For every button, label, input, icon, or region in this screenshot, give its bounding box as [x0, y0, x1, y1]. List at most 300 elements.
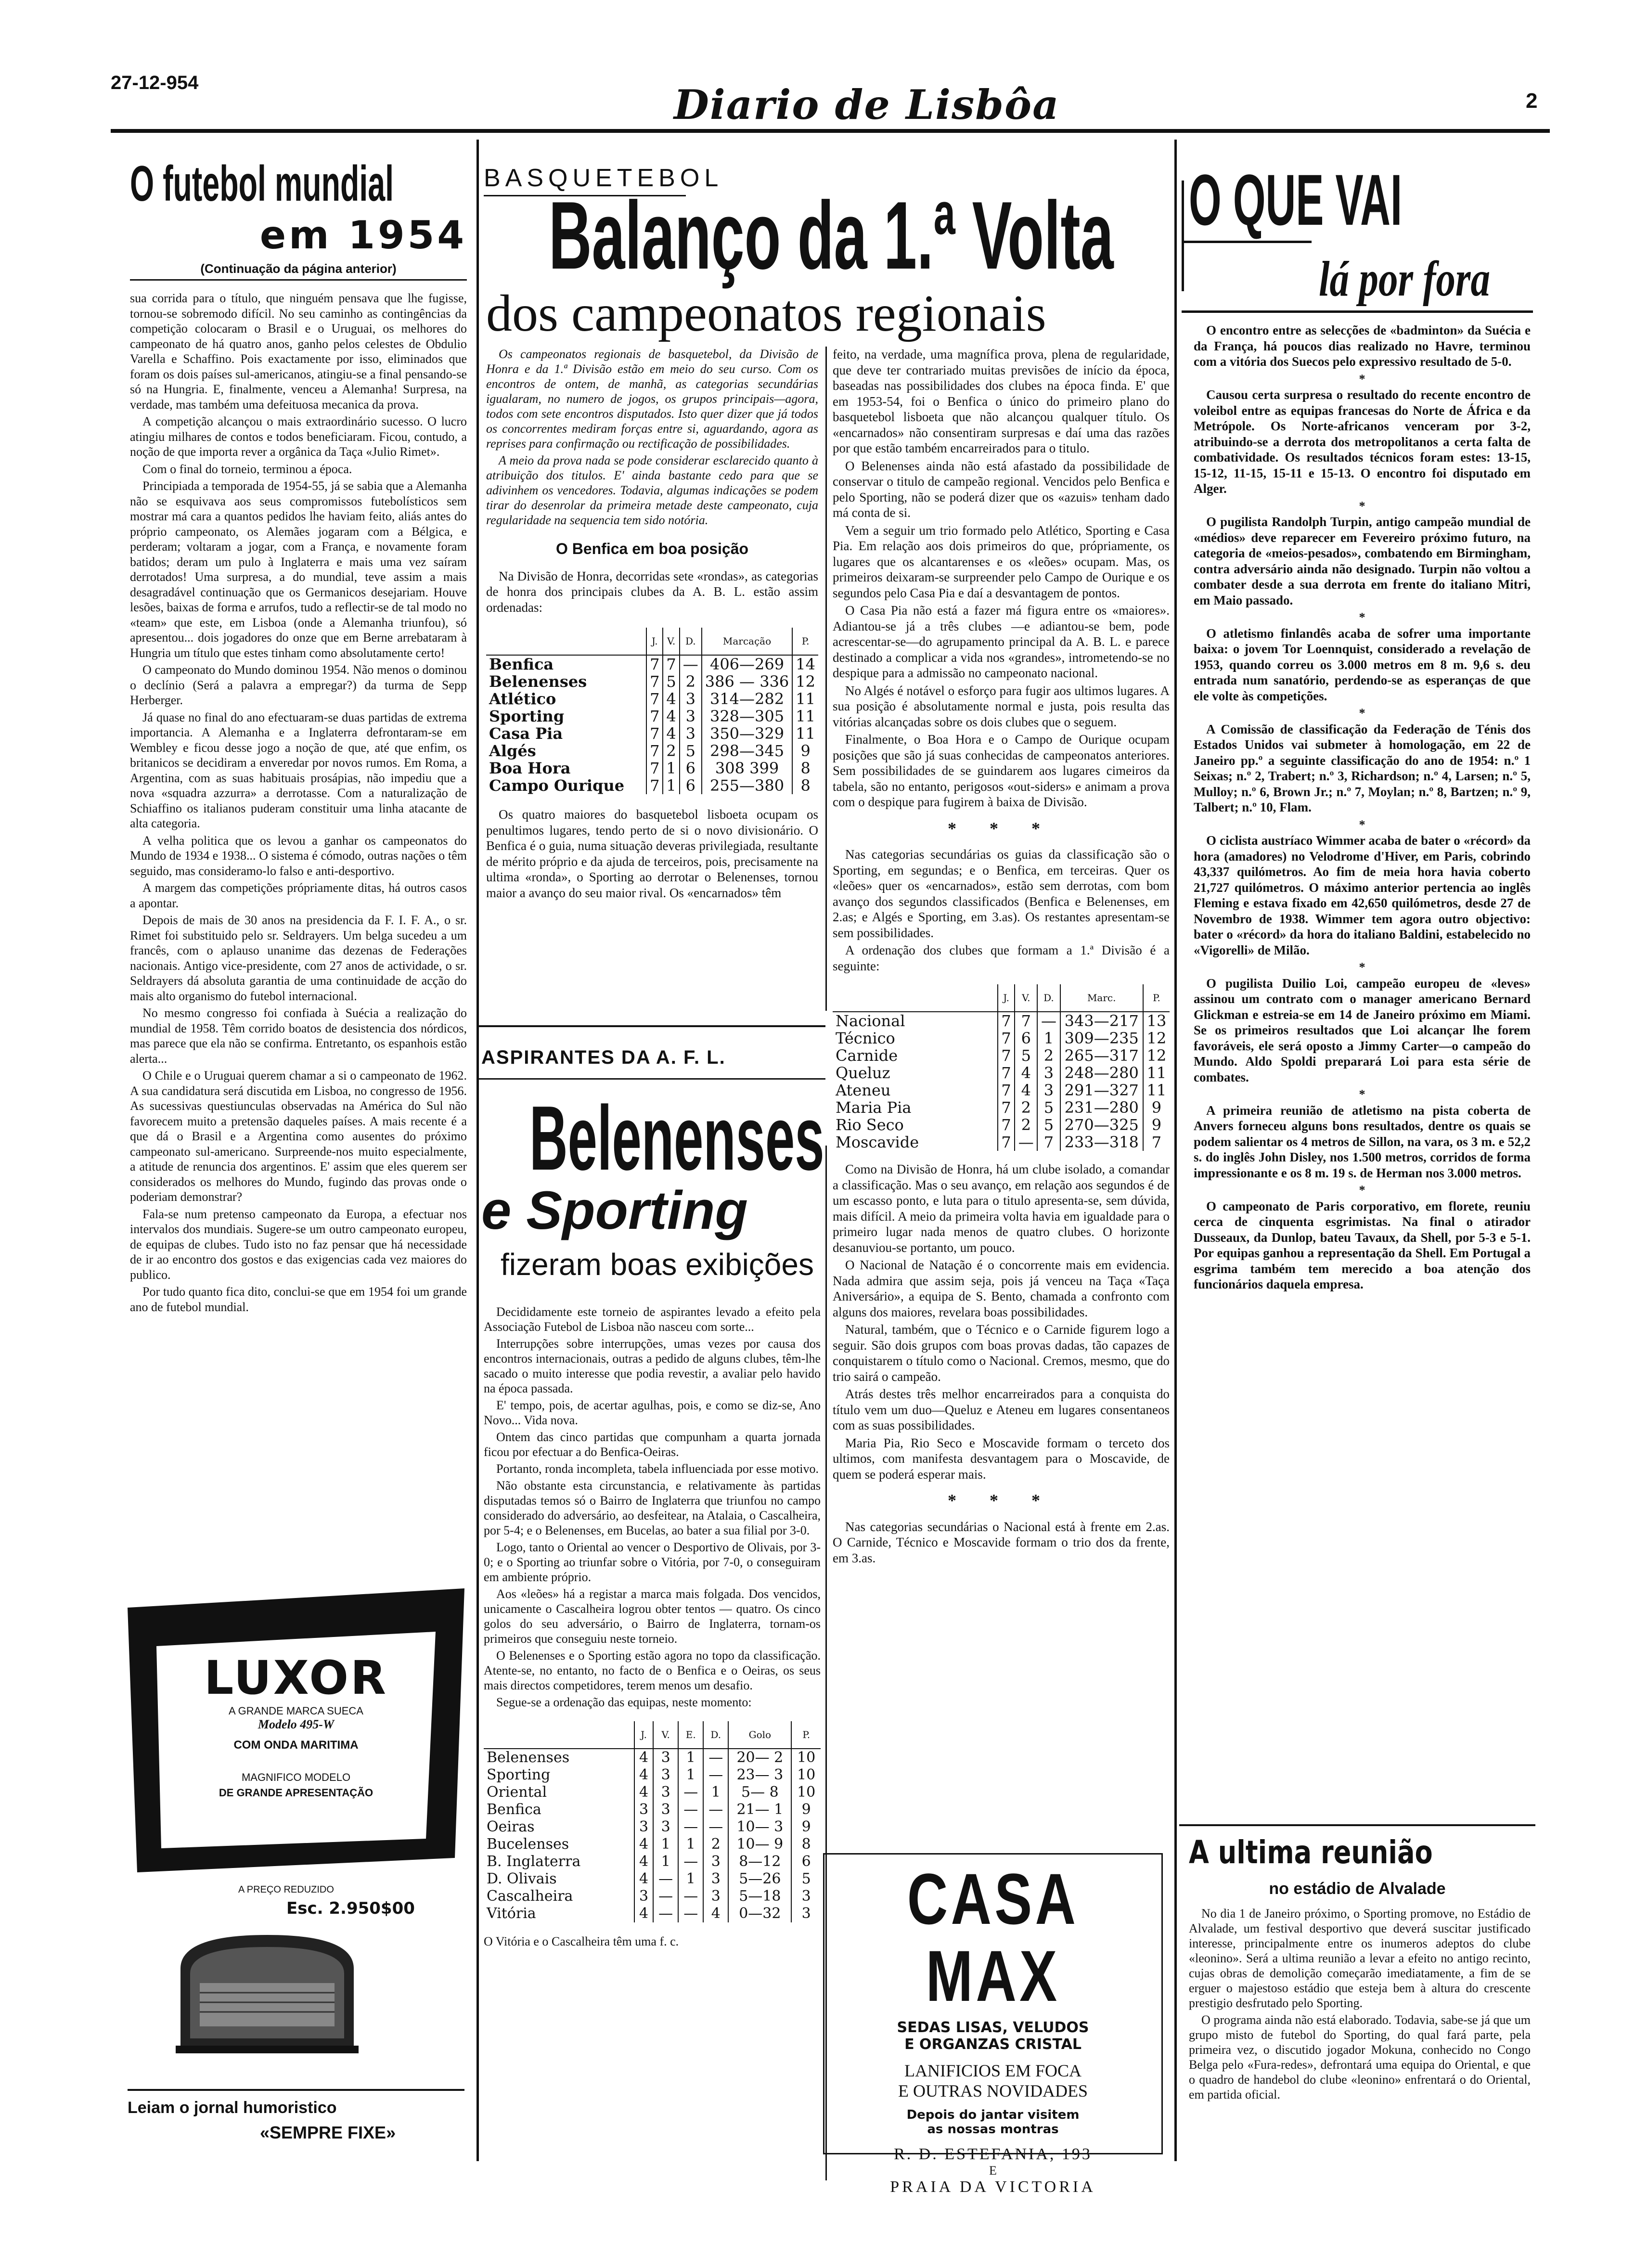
cell: 7: [646, 742, 663, 760]
table-row: [486, 690, 818, 708]
cell: 2: [663, 742, 679, 760]
footer-promo: Leiam o jornal humoristico: [128, 2099, 337, 2117]
cell: 3: [634, 1801, 653, 1818]
cell: —: [1037, 1012, 1060, 1030]
cell: 1: [678, 1766, 703, 1784]
cell: 5: [1015, 1047, 1037, 1064]
cell: 406—269: [702, 655, 793, 673]
paragraph: Como na Divisão de Honra, há um clube isolado, a comandar a classificação. Mas o seu avanço, em relação aos segundos é de um escasso ponto, e luta para o titulo apresenta-se, sem dúvida, mais difícil. A meio da primeira volta havia em igualdade para o primeiro lugar nada menos de quatro clubes. O horizonte desanuviou-se portanto, um pouco.: [833, 1162, 1170, 1255]
basket-right-col: [833, 347, 1170, 1568]
cell: Belenenses: [487, 1749, 570, 1766]
cell: 5: [680, 742, 702, 760]
item-separator: *: [1359, 372, 1365, 386]
paragraph: No mesmo congresso foi confiada à Suécia a realização do mundial de 1958. Têm corrido boatos de desistencia dos nórdicos, mas parece que ela não se confirma. Entretanto, os espanhois estão alerta...: [130, 1006, 467, 1066]
cell: 4: [663, 708, 679, 725]
paragraph: O Chile e o Uruguai querem chamar a si o campeonato de 1962. A sua candidatura será discutida em Lisboa, no congresso de 1956. As sucessivas questiunculas observadas na América do Sul não favorecem muito a pretensão daqueles países. A mais recente é a que dá o Brasil e a Argentina como ausentes do próximo campeonato sul-americano. Surpreende-nos muito especialmente, a atitude de renuncia dos argentinos. E' assim que eles querem ser considerados os melhores do Mundo, fugindo das provas onde o poderiam demonstrar?: [130, 1069, 467, 1204]
cell: 9: [791, 1801, 821, 1818]
table-row: [486, 760, 818, 777]
table-row: [484, 1853, 821, 1870]
cell: Bucelenses: [487, 1836, 569, 1853]
cell: 7: [998, 1030, 1015, 1047]
cell: 343—217: [1060, 1012, 1143, 1030]
paragraph: Nas categorias secundárias o Nacional está à frente em 2.as. O Carnide, Técnico e Moscavide formam o trio dos da frente, em 3.as.: [833, 1519, 1170, 1565]
cell: Maria Pia: [836, 1098, 912, 1117]
table-row: [484, 1870, 821, 1888]
cell: D. Olivais: [487, 1870, 557, 1887]
table-row: [486, 777, 818, 794]
cell: 270—325: [1060, 1116, 1143, 1134]
cell: 3: [703, 1888, 728, 1905]
cell: 7: [998, 1082, 1015, 1099]
ad-line: R. D. ESTEFANIA, 193: [894, 2145, 1092, 2163]
cell: 4: [1015, 1064, 1037, 1082]
news-item: O atletismo finlandês acaba de sofrer uma importante baixa: o jovem Tor Loennquist, considerado a revelação de 1953, quando correu os 3.000 metros em 8 m. 9,6 s. deu entrada num sanatório, perdendo-se as esperanças de que ele volte às competições.: [1194, 626, 1531, 703]
ultima-body: [1189, 1906, 1531, 2104]
ad-line: E OUTRAS NOVIDADES: [898, 2081, 1088, 2100]
paragraph: Os quatro maiores do basquetebol lisboeta ocupam os penultimos lugares, tendo perto de si o novo divisionário. O Benfica é o guia, numa situação deveras privilegiada, resultante de mérito próprio e da ajuda de terceiros, pois, precisamente na ultima «ronda», o Sporting ao derrotar o Belenenses, tornou maior a avanço do seu maior rival. Os «encarnados» têm: [486, 807, 818, 900]
table-row: [833, 1116, 1170, 1134]
article-title: O futebol mundial: [130, 156, 394, 212]
cell: 4: [634, 1749, 653, 1766]
aspirantes-body: [484, 1304, 821, 1951]
cell: 4: [634, 1853, 653, 1870]
cell: 2: [1037, 1047, 1060, 1064]
paragraph: Interrupções sobre interrupções, umas vezes por causa dos encontros internacionais, outras a pedido de alguns clubes, têm-lhe sacado o muito interesse que podia revestir, a avaliar pelo havido na época passada.: [484, 1337, 821, 1395]
item-separator: *: [1359, 817, 1365, 832]
table-row: [484, 1818, 821, 1836]
title-rule: [130, 279, 467, 281]
cell: —: [703, 1818, 728, 1836]
paragraph: O programa ainda não está elaborado. Todavia, sabe-se já que um grupo misto de futebol do Sporting, do qual fará parte, pela primeira vez, o discutido jogador Mokuna, conhecido no Congo Belga pelo «Fura-redes», defrontará uma equipa do Oriental, e que o quadro de handebol do clube «leonino» enfrentará o do Oriental, em partida oficial.: [1189, 2013, 1531, 2101]
cell: 308 399: [702, 760, 793, 777]
table-row: [484, 1836, 821, 1853]
cell: —: [678, 1853, 703, 1870]
cell: 7: [663, 655, 679, 673]
table-header-row: [833, 984, 1170, 1012]
header-cell: [833, 984, 998, 1012]
ultima-subhead: no estádio de Alvalade: [1269, 1880, 1446, 1898]
ad-line: SEDAS LISAS, VELUDOS: [897, 2019, 1089, 2036]
news-item: O ciclista austríaco Wimmer acaba de bater o «récord» da hora (amadores) no Velodrome d'Hiver, em Paris, cobrindo 43,337 quilómetros. Ao fim de meia hora havia coberto 21,727 quilómetros. O máximo anterior pertencia ao inglês Fleming e estava fixado em 42,650 quilómetros, desde 27 de Novembro de 1938. Wimmer tem agora outro objectivo: bater o «récord» da hora do italiano Baldini, estabelecido no «Vigorelli» de Milão.: [1194, 833, 1531, 957]
cell: Atlético: [489, 690, 556, 708]
cell: 1: [678, 1749, 703, 1766]
paragraph: Atrás destes três melhor encarreirados para a conquista do título vem um duo—Queluz e Ateneu em lugares consentaneos com as suas possibilidades.: [833, 1387, 1170, 1432]
luxor-advertisement: [128, 1588, 464, 2070]
footer-promo-title: «SEMPRE FIXE»: [260, 2123, 396, 2142]
paragraph: A ordenação dos clubes que formam a 1.ª Divisão é a seguinte:: [833, 943, 1170, 973]
cell: 7: [1037, 1134, 1060, 1151]
paragraph: No dia 1 de Janeiro próximo, o Sporting promove, no Estádio de Alvalade, um festival desportivo que deverá suscitar justificado interesse, principalmente entre os inumeros adeptos do clube «leonino». Será a ultima reunião a levar a efeito no antigo recinto, cujas obras de demolição começarão imediatamente, a fim de se erguer o majestoso estádio que esteja bem à altura do crescente prestigio desfrutado pelo Sporting.: [1189, 1907, 1531, 2010]
cell: 3: [1037, 1064, 1060, 1082]
cell: 11: [792, 708, 818, 725]
basket-left-col: [486, 347, 818, 902]
cell: —: [678, 1905, 703, 1922]
paragraph: O Casa Pia não está a fazer má figura entre os «maiores». Adiantou-se já a três clubes —e adiantou-se bem, pode acrescentar-se—do agrupamento principal da A. B. L. e parece destinado a complicar a vida nos «grandes», intrometendo-se no despique para a admissão no campeonato nacional.: [833, 603, 1170, 680]
cell: —: [653, 1888, 678, 1905]
table-row: [833, 1047, 1170, 1064]
header-cell: Marc.: [1060, 984, 1143, 1012]
paragraph: O Belenenses ainda não está afastado da possibilidade de conservar o titulo de campeão regional. Vencidos pelo Benfica e pelo Sporting, não se poderá dizer que os «azuis» tenham dado má conta de si.: [833, 458, 1170, 520]
cell: 13: [1143, 1012, 1170, 1030]
cell: 4: [634, 1766, 653, 1784]
paragraph: feito, na verdade, uma magnífica prova, plena de regularidade, que deve ter contrariado muitas previsões de início da época, baseadas nas possibilidades dos clubes na época finda. E' que em 1953-54, foi o Benfica o único do primeiro plano do basquetebol lisboeta que não alcançou qualquer título. Os «encarnados» não consentiram surpresas e daí uma das razões por que estão também encarreirados para o titulo.: [833, 347, 1170, 455]
paragraph: Depois de mais de 30 anos na presidencia da F. I. F. A., o sr. Rimet foi substituido pelo sr. Seldrayers. Um belga sucedeu a um francês, com o aplauso unanime das dezenas de Federações nacionais. Antigo vice-presidente, com 27 anos de actividade, o sr. Seldrayers dá absoluta garantia de uma continuidade de acção do mais alto organismo do futebol internacional.: [130, 913, 467, 1003]
cell: Sporting: [489, 707, 565, 725]
news-item: O campeonato de Paris corporativo, em florete, reuniu cerca de cinquenta esgrimistas. Na final o atirador Dusseaux, da Dunlop, bateu Tavaux, da Shell, por 5-3 e 5-1. Por equipas ganhou a representação da Shell. Em Portugal a esgrima também tem merecido a boa atenção dos funcionários daquela empresa.: [1194, 1198, 1531, 1291]
basket-subtitle: dos campeonatos regionais: [486, 285, 1046, 342]
cell: Técnico: [836, 1029, 895, 1047]
table-row: [484, 1905, 821, 1922]
cell: Oeiras: [487, 1818, 535, 1835]
cell: 21— 1: [728, 1801, 791, 1818]
cell: Benfica: [489, 655, 554, 673]
cell: 3: [653, 1749, 678, 1766]
header-cell: J.: [646, 628, 663, 655]
section-subhead: O Benfica em boa posição: [555, 540, 749, 557]
table-row: [484, 1784, 821, 1801]
cell: 2: [680, 673, 702, 690]
cell: 11: [1143, 1082, 1170, 1099]
cell: 3: [653, 1818, 678, 1836]
cell: 4: [1015, 1082, 1037, 1099]
cell: 10— 3: [728, 1818, 791, 1836]
cell: 4: [634, 1870, 653, 1888]
cell: Boa Hora: [489, 759, 571, 777]
ad-line: as nossas montras: [927, 2122, 1059, 2137]
table-row: [486, 725, 818, 742]
header-cell: J.: [998, 984, 1015, 1012]
article-futebol-mundial: [130, 156, 467, 1316]
paragraph: A margem das competições própriamente ditas, há outros casos a apontar.: [130, 881, 467, 910]
standings-table-honra: [486, 628, 818, 794]
quevai-headline: O QUE VAI: [1189, 159, 1403, 240]
cell: 3: [634, 1818, 653, 1836]
cell: 248—280: [1060, 1064, 1143, 1082]
quevai-subhead: lá por fora: [1319, 251, 1491, 307]
cell: 7: [646, 777, 663, 794]
table-row: [486, 742, 818, 760]
header-cell: V.: [653, 1721, 678, 1749]
cell: 3: [680, 708, 702, 725]
article-body: [130, 291, 467, 1314]
cell: 4: [663, 690, 679, 708]
ad-line: Modelo 495-W: [258, 1717, 335, 1731]
cell: Cascalheira: [487, 1888, 573, 1905]
paragraph: Decididamente este torneio de aspirantes levado a efeito pela Associação Futebol de Lisboa não nasceu com sorte...: [484, 1305, 821, 1334]
ad-price: Esc. 2.950$00: [286, 1899, 415, 1918]
intro-paragraph: Os campeonatos regionais de basquetebol, da Divisão de Honra e da 1.ª Divisão estão em meio do seu curso. Com os encontros de ontem, de manhã, as categorias secundárias igualaram, no numero de jogos, os grupos principais—agora, todos com sete encontros disputados. Isto quer dizer que já todos os concorrentes mediram forças entre si, aguardando, agora as reprises para confirmação ou rectificação de possibilidades.: [486, 347, 818, 451]
table-row: [486, 655, 818, 673]
section-separator: * * *: [948, 1491, 1055, 1510]
cell: 4: [634, 1784, 653, 1801]
ad-line: PRAIA DA VICTORIA: [890, 2178, 1096, 2196]
item-separator: *: [1359, 499, 1365, 513]
cell: 5—26: [728, 1870, 791, 1888]
cell: 386 — 336: [702, 673, 793, 690]
cell: 6: [791, 1853, 821, 1870]
ad-line: DE GRANDE APRESENTAÇÃO: [219, 1787, 373, 1799]
news-item: A primeira reunião de atletismo na pista coberta de Anvers forneceu alguns bons resultados, dentre os quais se podem salientar os 4 metros de Sillon, na vara, os 3 m. e 52,2 s. do inglês John Disley, nos 1.500 metros, corridos de forma impressionante e os 8 m. 19 s. de Herman nos 3.000 metros.: [1194, 1103, 1531, 1180]
cell: Vitória: [487, 1905, 536, 1922]
cell: 5: [791, 1870, 821, 1888]
paragraph: Maria Pia, Rio Seco e Moscavide formam o terceto dos ultimos, com manifesta desvantagem para o Moscavide, de quem se poderá esperar mais.: [833, 1435, 1170, 1482]
cell: 2: [1015, 1116, 1037, 1134]
cell: Casa Pia: [489, 724, 563, 743]
table-row: [833, 1030, 1170, 1047]
page-number: 2: [1526, 89, 1538, 113]
news-item: Causou certa surpresa o resultado do recente encontro de voleibol entre as equipas francesas do Norte de África e da Metrópole. Os Norte-africanos venceram por 3-2, atribuindo-se a derrota dos metropolitanos a certa falta de combatividade. Os resultados técnicos foram estes: 13-15, 15-12, 11-15, 15-11 e 15-13. O encontro foi disputado em Alger.: [1194, 387, 1531, 496]
cell: —: [678, 1784, 703, 1801]
issue-date: 27-12-954: [111, 72, 199, 93]
cell: 7: [646, 725, 663, 742]
cell: 3: [1037, 1082, 1060, 1099]
aspirantes-headline: Belenenses: [529, 1087, 824, 1189]
table-row: [486, 708, 818, 725]
cell: 7: [998, 1099, 1015, 1116]
header-cell: [486, 628, 646, 655]
cell: 233—318: [1060, 1134, 1143, 1151]
paragraph: Nas categorias secundárias os guias da classificação são o Sporting, em segundas; e o Benfica, em terceiras. Quer os «leões» quer os «encarnados», estão sem derrotas, com bom avanço dos segundos classificados (Benfica e Belenenses, em 2.as; e Algés e Sporting, em 3.as). Os restantes apresentam-se sem possibilidades.: [833, 847, 1170, 940]
header-cell: D.: [1037, 984, 1060, 1012]
cell: Carnide: [836, 1046, 898, 1065]
cell: Nacional: [836, 1012, 905, 1030]
cell: 7: [998, 1012, 1015, 1030]
item-separator: *: [1359, 706, 1365, 720]
header-cell: P.: [791, 1721, 821, 1749]
quevai-rule: [1182, 310, 1533, 313]
paragraph: sua corrida para o título, que ninguém pensava que lhe fugisse, tornou-se sobremodo difícil. No seu caminho as contingências da competição colocaram o Brasil e o Uruguai, os melhores do campeonato de há quatro anos, ganho pelos celestes de Obdulio Varella e Schaffino. Pois exactamente por isso, eliminados que foram os dois países sul-americanos, atingiu-se a final pensando-se só na Hungria. E, finalmente, venceu a Alemanha! Surpresa, na verdade, mas também uma defeituosa mecanica da prova.: [130, 291, 467, 412]
cell: —: [1015, 1134, 1037, 1151]
cell: 5— 8: [728, 1784, 791, 1801]
paragraph: Segue-se a ordenação das equipas, neste momento:: [496, 1695, 752, 1709]
cell: 3: [791, 1905, 821, 1922]
cell: 10: [791, 1784, 821, 1801]
cell: 265—317: [1060, 1047, 1143, 1064]
standings-table-1a-divisao: [833, 984, 1170, 1151]
ad-line: MAGNIFICO MODELO: [241, 1771, 351, 1783]
cell: 231—280: [1060, 1099, 1143, 1116]
cell: —: [653, 1905, 678, 1922]
header-cell: V.: [1015, 984, 1037, 1012]
cell: 9: [792, 742, 818, 760]
continuation-note: (Continuação da página anterior): [200, 261, 397, 276]
section-separator: * * *: [948, 818, 1055, 838]
cell: 2: [703, 1836, 728, 1853]
cell: 3: [703, 1853, 728, 1870]
column-divider: [1174, 140, 1177, 2161]
aspirantes-headline-2: e Sporting: [481, 1180, 748, 1240]
cell: B. Inglaterra: [487, 1853, 581, 1870]
cell: 9: [1143, 1099, 1170, 1116]
table-header-row: [484, 1721, 821, 1749]
cell: Campo Ourique: [489, 776, 625, 795]
cell: 12: [1143, 1030, 1170, 1047]
cell: 8: [792, 777, 818, 794]
cell: Ateneu: [836, 1081, 891, 1099]
cell: 1: [1037, 1030, 1060, 1047]
header-cell: [484, 1721, 634, 1749]
cell: —: [703, 1749, 728, 1766]
paragraph: No Algés é notável o esforço para fugir aos ultimos lugares. A sua posição é absolutamente normal e justa, pois resulta das vitórias alcançadas sobre os dois clubes que o seguem.: [833, 683, 1170, 729]
cell: 291—327: [1060, 1082, 1143, 1099]
news-item: O encontro entre as selecções de «badminton» da Suécia e da França, há poucos dias realizado no Havre, terminou com a vitória dos Suecos pelo expressivo resultado de 5-0.: [1194, 323, 1531, 369]
paragraph: O campeonato do Mundo dominou 1954. Não menos o dominou o declínio (Será a palavra a empregar?) da turma de Sepp Herberger.: [130, 663, 467, 707]
table-row: [484, 1749, 821, 1766]
cell: 8—12: [728, 1853, 791, 1870]
cell: 8: [791, 1836, 821, 1853]
cell: 1: [663, 777, 679, 794]
cell: 4: [703, 1905, 728, 1922]
paragraph: O Belenenses e o Sporting estão agora no topo da classificação. Atente-se, no entanto, no facto de o Benfica e o Oeiras, os seus mais directos competidores, terem menos um desafio.: [484, 1649, 821, 1692]
paragraph: Já quase no final do ano efectuaram-se duas partidas de extrema importancia. A Alemanha e a Inglaterra defrontaram-se em Wembley e ficou desse jogo a noção de que, até que enfim, os britanicos se decidiram a enveredar por novos rumos. Em Roma, a Argentina, com as suas habituais prosápias, não impediu que a nova «squadra azzurra» a derrotasse. Com a naturalização de Schiaffino os italianos puderam constituir uma linha atacante de alta categoria.: [130, 710, 467, 830]
header-cell: V.: [663, 628, 679, 655]
cell: 7: [646, 673, 663, 690]
cell: 7: [646, 690, 663, 708]
header-cell: Marcação: [702, 628, 793, 655]
cell: 7: [998, 1116, 1015, 1134]
ad-line: A PREÇO REDUZIDO: [238, 1884, 334, 1895]
cell: 7: [646, 655, 663, 673]
cell: 298—345: [702, 742, 793, 760]
cell: Moscavide: [836, 1133, 919, 1151]
ad-line: E ORGANZAS CRISTAL: [904, 2036, 1082, 2053]
paragraph: Finalmente, o Boa Hora e o Campo de Ourique ocupam posições que são já suas conhecidas de campeonatos anteriores. Sem possibilidades de se guindarem aos lugares cimeiros da tabela, são no entanto, perigosos «out-siders» e animam a prova com o despique para fugirem à baixa de Divisão.: [833, 732, 1170, 809]
paragraph: Ontem das cinco partidas que compunham a quarta jornada ficou por efectuar a do Benfica-Oeiras.: [484, 1430, 821, 1459]
cell: 12: [1143, 1047, 1170, 1064]
cell: 8: [792, 760, 818, 777]
cell: 328—305: [702, 708, 793, 725]
header-cell: D.: [680, 628, 702, 655]
cell: 5—18: [728, 1888, 791, 1905]
cell: 7: [1143, 1134, 1170, 1151]
cell: 5: [1037, 1099, 1060, 1116]
cell: 11: [792, 690, 818, 708]
table-header-row: [486, 628, 818, 655]
cell: —: [653, 1870, 678, 1888]
paragraph: Fala-se num pretenso campeonato da Europa, a efectuar nos intervalos dos mundiais. Sugere-se um outro campeonato europeu, de equipas de clubes. Tudo isto no faz pensar que há necessidade de ir ao encontro dos gostos e das exigencias cada vez maiores do publico.: [130, 1207, 467, 1282]
cell: 11: [792, 725, 818, 742]
cell: 12: [792, 673, 818, 690]
cell: 6: [1015, 1030, 1037, 1047]
paragraph: A velha politica que os levou a ganhar os campeonatos do Mundo de 1934 e 1938... O sistema é cómodo, outras nações o têm seguido, mas consideramo-lo falso e anti-desportivo.: [130, 833, 467, 878]
ad-line: LANIFICIOS EM FOCA: [904, 2061, 1082, 2080]
ad-brand: LUXOR: [204, 1651, 388, 1705]
table-row: [484, 1888, 821, 1905]
header-cell: D.: [703, 1721, 728, 1749]
ad-line: Depois do jantar visitem: [906, 2108, 1080, 2122]
item-separator: *: [1359, 960, 1365, 974]
table-footnote: O Vitória e o Cascalheira têm uma f. c.: [484, 1934, 679, 1948]
paragraph: Aos «leões» há a registar a marca mais folgada. Dos vencidos, unicamente o Cascalheira logrou obter tentos — quatro. Os cinco golos do seu adversário, o Bairro de Inglaterra, tornam-os primeiros que conseguiu neste torneio.: [484, 1587, 821, 1646]
cell: 309—235: [1060, 1030, 1143, 1047]
table-row: [833, 1082, 1170, 1099]
cell: 6: [680, 777, 702, 794]
table-row: [484, 1801, 821, 1818]
cell: 7: [646, 708, 663, 725]
cell: 3: [653, 1784, 678, 1801]
casa-max-advertisement: [823, 1853, 1163, 2196]
basket-headline: Balanço da 1.ª Volta: [549, 182, 1114, 289]
cell: 1: [678, 1870, 703, 1888]
section-rule: [1179, 1824, 1535, 1826]
ad-rule: [128, 2089, 464, 2091]
cell: 255—380: [702, 777, 793, 794]
cell: 9: [791, 1818, 821, 1836]
header-cell: Golo: [728, 1721, 791, 1749]
cell: —: [678, 1801, 703, 1818]
aspirantes-standings-table: [484, 1721, 821, 1922]
table-row: [484, 1766, 821, 1784]
paragraph: Vem a seguir um trio formado pelo Atlético, Sporting e Casa Pia. Em relação aos dois primeiros do que, própriamente, os lugares que os alcantarenses e os «leões» ocupam. Mas, os primeiros deixaram-se surpreender pelo Campo de Ourique e os segundos pelo Casa Pia e daí a desvantagem de pontos.: [833, 523, 1170, 600]
cell: —: [703, 1801, 728, 1818]
basket-kicker: BASQUETEBOL: [484, 164, 723, 192]
cell: Belenenses: [489, 672, 587, 691]
cell: 5: [1037, 1116, 1060, 1134]
cell: 7: [998, 1047, 1015, 1064]
table-row: [833, 1064, 1170, 1082]
table-row: [486, 673, 818, 690]
ad-line: COM ONDA MARITIMA: [233, 1739, 359, 1752]
table-row: [833, 1012, 1170, 1030]
news-item: A Comissão de classificação da Federação de Ténis dos Estados Unidos vai submeter à homologação, em 22 de Janeiro pp.º a seguinte classificação do ano de 1954: n.º 1 Seixas; n.º 2, Trabert; n.º 3, Richardson; n.º 4, Larsen; n.º 5, Mulloy; n.º 6, Brown Jr.; n.º 7, Moylan; n.º 8, Bartzen; n.º 9, Talbert; n.º 10, Flam.: [1194, 722, 1531, 814]
cell: 1: [653, 1836, 678, 1853]
paragraph: Portanto, ronda incompleta, tabela influenciada por esse motivo.: [496, 1462, 819, 1476]
cell: Queluz: [836, 1064, 890, 1082]
cell: 14: [792, 655, 818, 673]
cell: —: [703, 1766, 728, 1784]
ultima-headline: A ultima reunião: [1189, 1834, 1433, 1871]
paragraph: Principiada a temporada de 1954-55, já se sabia que a Alemanha não se esquivava aos seus compromissos futebolísticos sem mostrar má cara a quantos pedidos lhe haviam feito, aliás antes do próprio campeonato, os Alemães jogaram com a Bélgica, e perderam; voltaram a jogar, com a França, e novamente foram batidos; deram um pulo à Inglaterra e mais uma vez saíram derrotados! Uma surpresa, a do mundial, teve assim a mais desagradável continuação que os Germanicos desejariam. Houve lesões, baixas de forma e arrufos, tudo a reflectir-se de tal modo no «team» que este, em Lisboa (onde a Alemanha triunfou), só apresentou... dois jogadores do onze que em Berne arrebataram à Hungria um título que estes tinham como absolutamente certo!: [130, 479, 467, 660]
header-cell: J.: [634, 1721, 653, 1749]
quevai-body: [1194, 322, 1531, 1294]
section-rule: [479, 1078, 825, 1080]
quevai-frame-rule: [1182, 180, 1184, 291]
article-subtitle: em 1954: [259, 213, 467, 258]
cell: 23— 3: [728, 1766, 791, 1784]
header-cell: P.: [792, 628, 818, 655]
cell: 1: [653, 1853, 678, 1870]
cell: 350—329: [702, 725, 793, 742]
cell: 11: [1143, 1064, 1170, 1082]
paragraph: Não obstante esta circunstancia, e relativamente às partidas disputadas temos só o Bairro de Inglaterra que triunfou no campo considerado do adversário, ao desfeitear, na Atalaia, o Cascalheira, por 5-4; e o Belenenses, em Bucelas, ao bater a sua filial por 3-0.: [484, 1479, 821, 1537]
cell: 0—32: [728, 1905, 791, 1922]
cell: —: [680, 655, 702, 673]
column-divider: [825, 347, 827, 1011]
cell: 4: [634, 1905, 653, 1922]
cell: 7: [646, 760, 663, 777]
column-divider: [476, 140, 479, 2161]
cell: 10: [791, 1766, 821, 1784]
cell: 3: [653, 1801, 678, 1818]
cell: Oriental: [487, 1784, 547, 1801]
cell: 3: [703, 1870, 728, 1888]
paragraph: A competição alcançou o mais extraordinário sucesso. O lucro atingiu milhares de contos e todos beneficiaram. Ficou, contudo, a noção de que importa rever a orgânica da Taça «Julio Rimet».: [130, 414, 467, 459]
cell: 20— 2: [728, 1749, 791, 1766]
cell: 4: [663, 725, 679, 742]
aspirantes-subhead: fizeram boas exibições: [501, 1247, 814, 1282]
cell: 3: [653, 1766, 678, 1784]
news-item: O pugilista Duilio Loi, campeão europeu de «leves» assinou um contrato com o manager americano Bernard Glickman e estreia-se em 14 de Janeiro próximo em Miami. Se os primeiros resultados que Loi alcançar lhe forem favoráveis, ele será oposto a Jimmy Carter—o campeão do Mundo. Aldo Spoldi preparará Loi para esta série de combates.: [1194, 976, 1531, 1084]
section-rule: [479, 1025, 825, 1027]
cell: 1: [663, 760, 679, 777]
cell: 7: [998, 1134, 1015, 1151]
quevai-rule: [1182, 241, 1312, 243]
cell: 7: [998, 1064, 1015, 1082]
cell: 9: [1143, 1116, 1170, 1134]
cell: —: [678, 1818, 703, 1836]
paragraph: Logo, tanto o Oriental ao vencer o Desportivo de Olivais, por 3-0; e o Sporting ao triunfar sobre o Vitória, por 7-0, o conseguiram em ambiente próprio.: [484, 1540, 821, 1584]
paragraph: Por tudo quanto fica dito, conclui-se que em 1954 foi um grande ano de futebol mundial.: [130, 1285, 467, 1314]
